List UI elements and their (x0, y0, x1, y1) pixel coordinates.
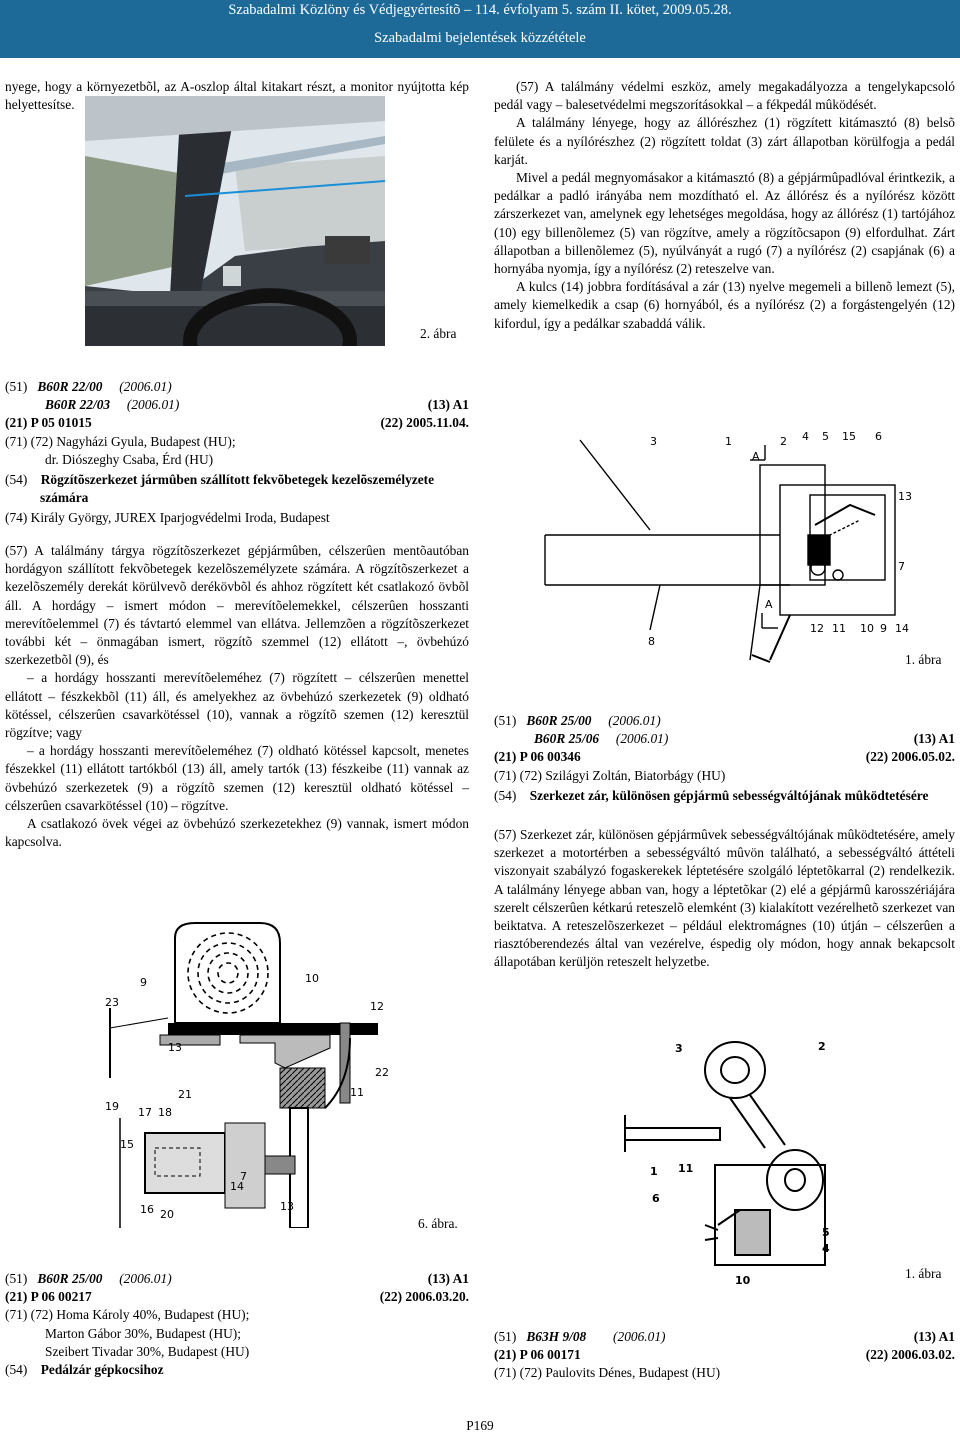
fig1-label: 9 (880, 622, 887, 635)
fig1b-label: 5 (822, 1226, 830, 1239)
fig1b-gear-lock-drawing (600, 1030, 840, 1290)
fig6-label: 13 (168, 1041, 182, 1054)
car-interior-photo (85, 96, 385, 346)
fig6-label: 16 (140, 1203, 154, 1216)
entry-1-abstract: (57) A találmány tárgya rögzítõszerkezet gépjármûben, célszerûen mentõautóban hordágyon szállított fekvõbetegek kezelõszemélyzete számára. A rögzítõszerkezet a kezelõszemély derekát körülvevõ derékövbõl és ahhoz rögzített két csatlakozó övbõl áll. A hordágy – ismert módon – merevítõelemekkel, célszerûen hosszanti merevítõelemmel (7) és távtartó elemmel van ellátva. Jellemzõen a rögzítõszerkezet további két – önmagában ismert, rögzítõ szemmel (12) ellátott –, övbehúzó szerkezetbõl (9), és – a hordágy hosszanti merevítõeleméhez (7) rögzített – célszerûen menettel ellátott – fészkekbõl (11) áll, és amelyekhez az övbehúzó szerkezetek (9) oldható kötéssel, célszerûen csavarkötéssel (10), vannak a rögzítõ szemen (12) keresztül rögzítve; vagy – a hordágy hosszanti merevítõeleméhez (7) oldható kötéssel kapcsolt, menetes fészekkel (11) ellátott tartókból (13) áll, amely tartók (13) fészkeibe (11) vannak az övbehúzó szerkezetek (9) a rögzítõ szemen (12) keresztül oldható kötéssel – célszerûen csavarkötéssel (10) – rögzítve. A csatlakozó övek végei az övbehúzó szerkezetekhez (9) vannak, ismert módon kapcsolva. (5, 543, 469, 850)
fig6-caption: 6. ábra. (418, 1216, 458, 1231)
fig6-label: 18 (158, 1106, 172, 1119)
fig1b-label: 1 (650, 1165, 658, 1178)
fig6-label: 15 (120, 1138, 134, 1151)
fig1-caption: 1. ábra (905, 652, 942, 667)
fig1-label: 13 (898, 490, 912, 503)
fig6-label: 22 (375, 1066, 389, 1079)
fig1b-label: 3 (675, 1042, 683, 1055)
fig6-label: 23 (105, 996, 119, 1009)
fig1-label: A (752, 450, 760, 463)
right-abstract: (57) A találmány védelmi eszköz, amely megakadályozza a tengelykapcsoló pedál vagy – balesetvédelmi megszorításokkal – a fékpedál mûködését. A találmány lényege, hogy az állórészhez (1) rögzített kitámasztó (8) belsõ felülete és a nyílórészhez (2) rögzített toldat (3) zárt állapotban körülfogja a pedál karját. Mivel a pedál megnyomásakor a kitámasztó (8) a gépjármûpadlóval érintkezik, a pedálkar a padló irányába nem mozdítható el. Az állórész és a nyílórész között zárszerkezet van, amelynek egy lehetséges megoldása, hogy az állórész (1) tartójához (10) egy billenõlemez (5) van rögzítve, amely a rögzítõcsapon (9) elfordulhat. Zárt állapotban a billenõlemez (5), nyúlványát a rugó (7) a nyílórész (2) csapjának (6) a hornyába nyomja, így a nyílórész (2) reteszelve van. A kulcs (14) jobbra fordításával a zár (13) nyelve megemeli a billenõ lemezt (5), amely kiemelkedik a csap (6) hornyából, és a nyílórész (2) a forgástengelyén (12) kifordul, így a pedálkar szabaddá válik. (494, 79, 955, 331)
fig6-label: 20 (160, 1208, 174, 1221)
fig6-label: 10 (305, 972, 319, 985)
fig1-label: 12 (810, 622, 824, 635)
fig1-label: A (765, 598, 773, 611)
fig1-label: 15 (842, 430, 856, 443)
entry-1: (51) B60R 22/00 (2006.01) B60R 22/03 (2006.01) (13) A1 (21) P 05 01015 (22) 2005.11.04. (71) (72) Nagyházi Gyula, Budapest (HU); dr. Diószeghy Csaba, Érd (HU) (54) Rögzítõszerkezet jármûben szállított fekvõbetegek kezelõszemélyzete számára (74) Király György, JUREX Iparjogvédelmi Iroda, Budapest (5, 379, 469, 526)
entry-3: (51) B60R 25/00 (2006.01) B60R 25/06 (2006.01) (13) A1 (21) P 06 00346 (22) 2006.05.02. (71) (72) Szilágyi Zoltán, Biatorbágy (HU) (54) Szerkezet zár, különösen gépjármû sebességváltójának mûködtetésére (494, 713, 955, 803)
fig1b-label: 4 (822, 1242, 830, 1255)
page-number: P169 (466, 1418, 494, 1433)
fig6-label: 11 (350, 1086, 364, 1099)
fig1b-caption: 1. ábra (905, 1266, 942, 1281)
fig1-label: 5 (822, 430, 829, 443)
entry-3-abstract: (57) Szerkezet zár, különösen gépjármûvek sebességváltójának mûködtetésére, amely szerkezet a motortérben a sebességváltó mûvön található, a sebességváltó áttételi viszonyait szabályzó fogaskerekek léptetésére szolgáló léptetõkarral (2) rendelkezik. A találmány lényege abban van, hogy a léptetõkar (2) elé a gépjármû karosszériájára szerelt célszerûen kétkarú reteszelõ elemként (3) kialakított vezérelhetõ szerkezet van beiktatva. A reteszelõszerkezet – például elektromágnes (10) útján – célszerûen a riasztóberendezés által van vezérelve, éspedig oly módon, hogy annak bekapcsolt állapotában kerüljön reteszelt helyzetbe. (494, 827, 955, 970)
fig1b-label: 6 (652, 1192, 660, 1205)
left-intro: nyege, hogy a környezetbõl, az A-oszlop által kitakart részt, a monitor nyújtotta kép helyettesítse. (5, 79, 469, 113)
fig1b-label: 10 (735, 1274, 751, 1287)
fig1-label: 14 (895, 622, 909, 635)
fig1-label: 10 (860, 622, 874, 635)
fig1-label: 6 (875, 430, 882, 443)
fig6-label: 14 (230, 1180, 244, 1193)
fig1-label: 1 (725, 435, 732, 448)
fig6-label: 7 (240, 1170, 247, 1183)
fig1-label: 7 (898, 560, 905, 573)
fig1b-label: 11 (678, 1162, 694, 1175)
fig6-drawing (100, 918, 400, 1228)
fig6-label: 17 (138, 1106, 152, 1119)
fig6-label: 13 (280, 1200, 294, 1213)
section-title: Szabadalmi bejelentések közzététele (374, 30, 586, 46)
fig6-label: 9 (140, 976, 147, 989)
fig1-label: 2 (780, 435, 787, 448)
entry-2: (51) B60R 25/00 (2006.01) (13) A1 (21) P 06 00217 (22) 2006.03.20. (71) (72) Homa Károly 40%, Budapest (HU); Marton Gábor 30%, Budapest (HU); Szeibert Tivadar 30%, Budapest (HU) (54) Pedálzár gépkocsihoz (5, 1271, 469, 1378)
fig2-caption: 2. ábra (420, 326, 457, 341)
fig1-label: 8 (648, 635, 655, 648)
entry-4: (51) B63H 9/08 (2006.01) (13) A1 (21) P 06 00171 (22) 2006.03.02. (71) (72) Paulovits Dénes, Budapest (HU) (494, 1329, 955, 1381)
fig1-label: 4 (802, 430, 809, 443)
fig1-label: 3 (650, 435, 657, 448)
fig6-label: 12 (370, 1000, 384, 1013)
fig6-label: 21 (178, 1088, 192, 1101)
journal-title: Szabadalmi Közlöny és Védjegyértesítõ – 114. évfolyam 5. szám II. kötet, 2009.05.28. (228, 2, 732, 18)
fig6-label: 19 (105, 1100, 119, 1113)
fig1-pedal-lock-drawing (520, 400, 920, 670)
fig1-label: 11 (832, 622, 846, 635)
page-header (0, 0, 960, 58)
fig1b-label: 2 (818, 1040, 826, 1053)
